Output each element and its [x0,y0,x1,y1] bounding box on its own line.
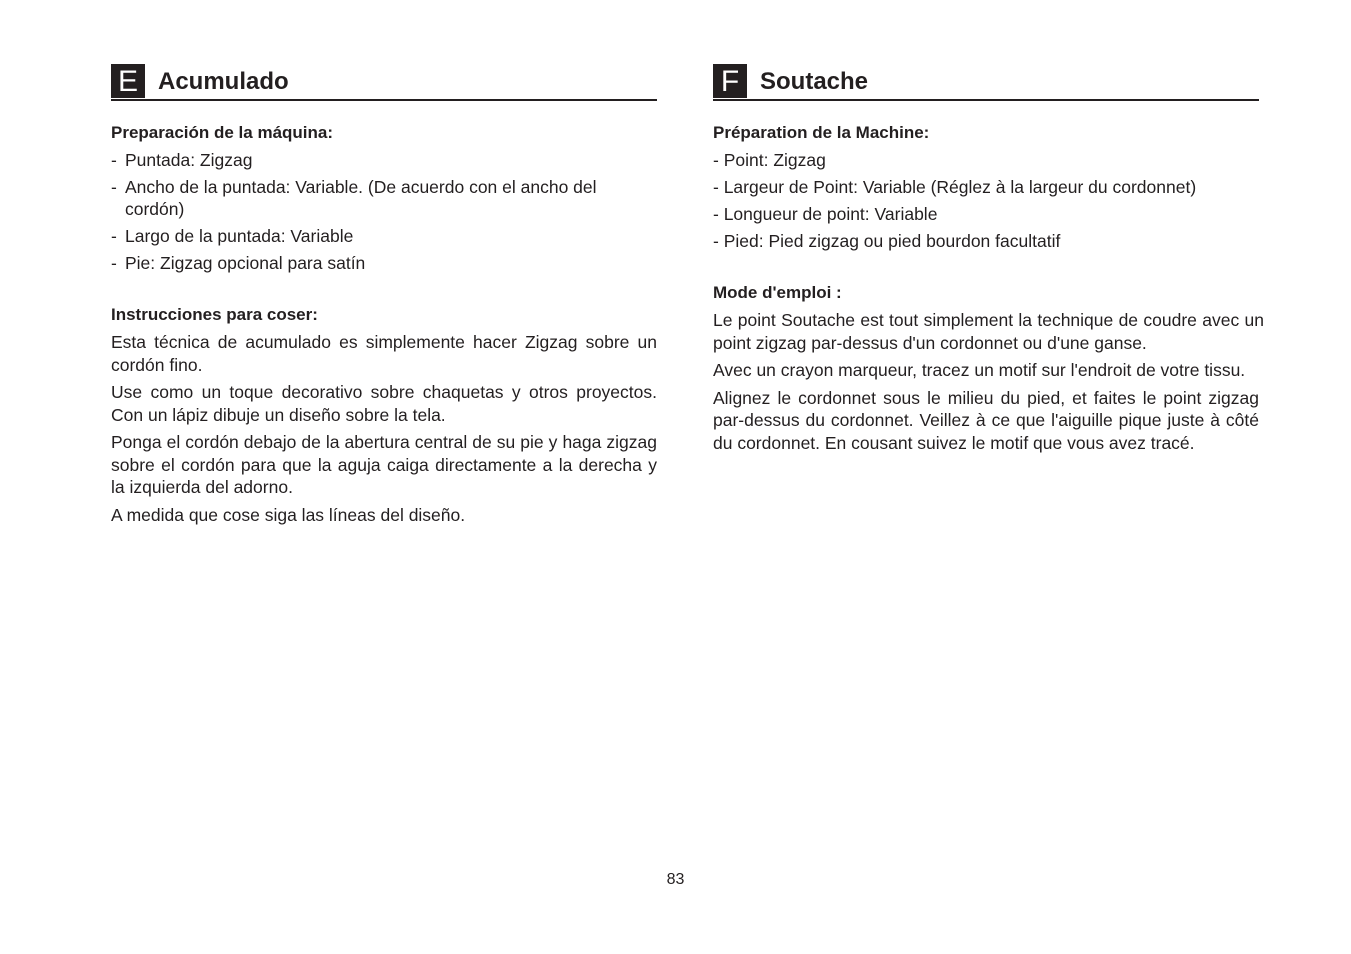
section-letter-badge: F [713,64,747,98]
instruction-paragraph: A medida que cose siga las líneas del diseño. [111,504,466,525]
instruction-paragraph: Alignez le cordonnet sous le milieu du pied, et faites le point zigzag par-dessus du cordonnet. Veillez à ce que l'aiguille pique juste à côté du cordonnet. En cousant suivez le motif que vous avez tracé. [713,387,1259,453]
page-number: 83 [666,871,685,888]
list-item: - Puntada: Zigzag [111,149,657,171]
machine-preparation-heading: Preparación de la máquina: [111,123,334,142]
instruction-paragraph: Avec un crayon marqueur, tracez un motif sur l'endroit de votre tissu. [713,360,1246,380]
list-item: - Longueur de point: Variable [713,203,1259,225]
machine-settings-list [713,149,1259,252]
list-item: - Ancho de la puntada: Variable. (De acuerdo con el ancho del cordón) [111,176,657,220]
list-item: - Pie: Zigzag opcional para satín [111,252,657,274]
sewing-instructions-heading: Mode d'emploi : [713,283,842,302]
machine-preparation-heading: Préparation de la Machine: [713,123,930,142]
section-header [111,63,657,101]
section-soutache [713,63,1264,454]
sewing-instructions-heading: Instrucciones para coser: [111,305,318,324]
instruction-paragraph: Le point Soutache est tout simplement la technique de coudre avec un point zigzag par-dessus d'un cordonnet ou d'une ganse. [713,310,1264,353]
section-acumulado [111,63,657,526]
section-header [713,63,1259,101]
instruction-paragraph: Use como un toque decorativo sobre chaquetas y otros proyectos. Con un lápiz dibuje un diseño sobre la tela. [111,382,657,425]
list-item: - Point: Zigzag [713,149,1259,171]
section-title: Soutache [760,68,869,95]
list-item: - Largo de la puntada: Variable [111,225,657,247]
list-item: - Pied: Pied zigzag ou pied bourdon facultatif [713,230,1259,252]
instruction-paragraph: Esta técnica de acumulado es simplemente hacer Zigzag sobre un cordón fino. [111,332,657,375]
list-item: - Largeur de Point: Variable (Réglez à la largeur du cordonnet) [713,176,1259,198]
instruction-paragraph: Ponga el cordón debajo de la abertura central de su pie y haga zigzag sobre el cordón para que la aguja caiga directamente a la derecha y la izquierda del adorno. [111,432,657,497]
section-title: Acumulado [158,68,289,95]
section-letter-badge: E [111,64,145,98]
machine-settings-list [111,149,657,274]
